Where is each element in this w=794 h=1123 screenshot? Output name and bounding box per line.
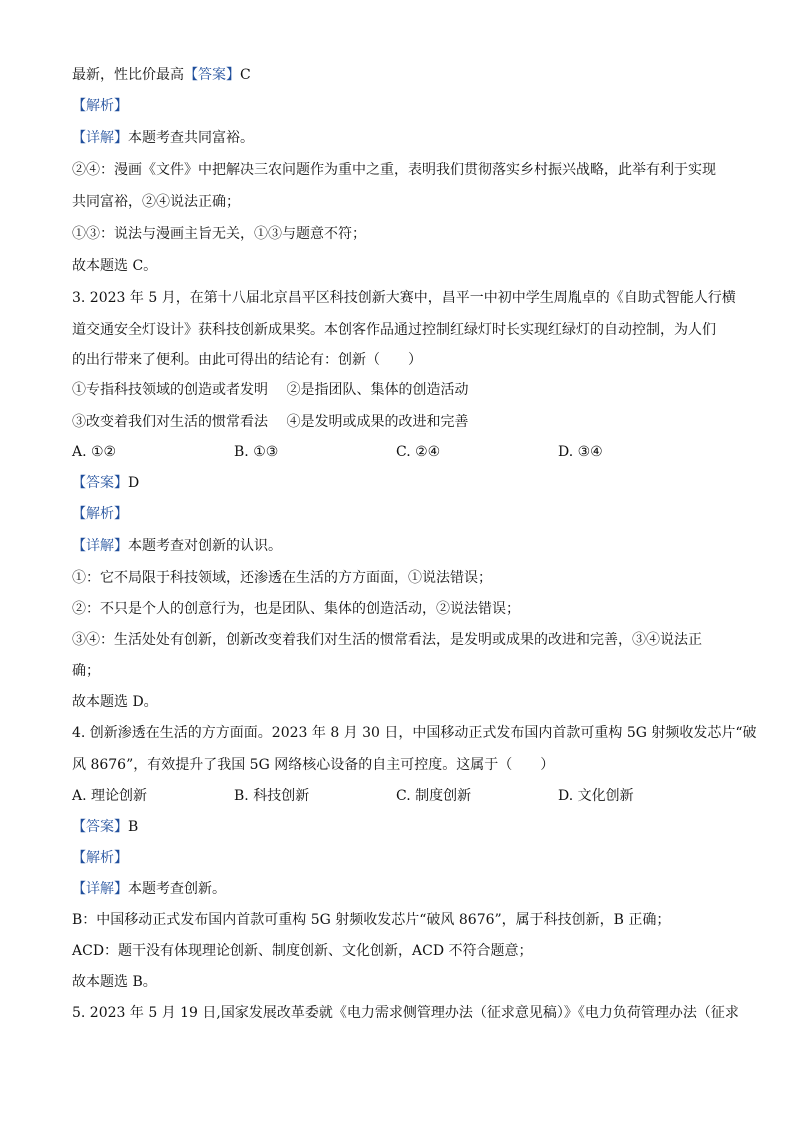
question-4-stem: 风 8676”，有效提升了我国 5G 网络核心设备的自主可控度。这属于（ ） xyxy=(72,757,555,773)
text-line: B：中国移动正式发布国内首款可重构 5G 射频收发芯片“破风 8676”，属于科技创新，B 正确； xyxy=(72,912,671,928)
question-3-statement: ③改变着我们对生活的惯常看法 ④是发明或成果的改进和完善 xyxy=(72,414,469,430)
question-4-option-d: D. 文化创新 xyxy=(558,788,634,804)
question-3-option-c: C. ②④ xyxy=(396,444,441,460)
analysis-tag: 【解析】 xyxy=(72,850,128,866)
question-3-stem: 3. 2023 年 5 月，在第十八届北京昌平区科技创新大赛中，昌平一中初中学生周胤卓的《自助式智能人行横 xyxy=(72,290,736,306)
text-line: ②：不只是个人的创意行为，也是团队、集体的创造活动，②说法错误； xyxy=(72,601,520,617)
answer-line: 【答案】B xyxy=(72,819,139,835)
question-3-stem: 的出行带来了便利。由此可得出的结论有：创新（ ） xyxy=(72,352,422,368)
text-line: 确； xyxy=(72,663,100,679)
question-4-option-c: C. 制度创新 xyxy=(396,788,472,804)
text-line: ②④：漫画《文件》中把解决三农问题作为重中之重，表明我们贯彻落实乡村振兴战略，此举有利于实现 xyxy=(72,162,716,178)
question-3-stem: 道交通安全灯设计》获科技创新成果奖。本创客作品通过控制红绿灯时长实现红绿灯的自动控制，为人们 xyxy=(72,322,716,338)
text-line: 故本题选 C。 xyxy=(72,258,158,274)
answer-tag: 【答案】 xyxy=(184,67,240,83)
text-line: ACD：题干没有体现理论创新、制度创新、文化创新，ACD 不符合题意； xyxy=(72,943,533,959)
question-3-option-a: A. ①② xyxy=(72,444,117,460)
question-3-option-b: B. ①③ xyxy=(234,444,279,460)
text-line: 故本题选 B。 xyxy=(72,974,157,990)
text-line: ①③：说法与漫画主旨无关，①③与题意不符； xyxy=(72,226,366,242)
question-4-option-b: B. 科技创新 xyxy=(234,788,310,804)
question-4-stem: 4. 创新渗透在生活的方方面面。2023 年 8 月 30 日，中国移动正式发布国内首款可重构 5G 射频收发芯片“破 xyxy=(72,725,757,741)
text-line: ①：它不局限于科技领域，还渗透在生活的方方面面，①说法错误； xyxy=(72,570,492,586)
text-line: 最新，性比价最高【答案】C xyxy=(72,67,251,83)
analysis-tag: 【解析】 xyxy=(72,506,128,522)
detail-line: 【详解】本题考查对创新的认识。 xyxy=(72,538,282,554)
question-4-option-a: A. 理论创新 xyxy=(72,788,148,804)
answer-line: 【答案】D xyxy=(72,475,140,491)
analysis-tag: 【解析】 xyxy=(72,98,128,114)
detail-line: 【详解】本题考查共同富裕。 xyxy=(72,130,254,146)
text-line: ③④：生活处处有创新，创新改变着我们对生活的惯常看法，是发明或成果的改进和完善，③④说法正 xyxy=(72,632,702,648)
detail-line: 【详解】本题考查创新。 xyxy=(72,881,226,897)
question-3-option-d: D. ③④ xyxy=(558,444,603,460)
question-5-stem: 5. 2023 年 5 月 19 日,国家发展改革委就《电力需求侧管理办法（征求意见稿）》《电力负荷管理办法（征求 xyxy=(72,1005,739,1021)
text-line: 故本题选 D。 xyxy=(72,694,158,710)
text-line: 共同富裕，②④说法正确； xyxy=(72,194,240,210)
question-3-statement: ①专指科技领域的创造或者发明 ②是指团队、集体的创造活动 xyxy=(72,382,469,398)
